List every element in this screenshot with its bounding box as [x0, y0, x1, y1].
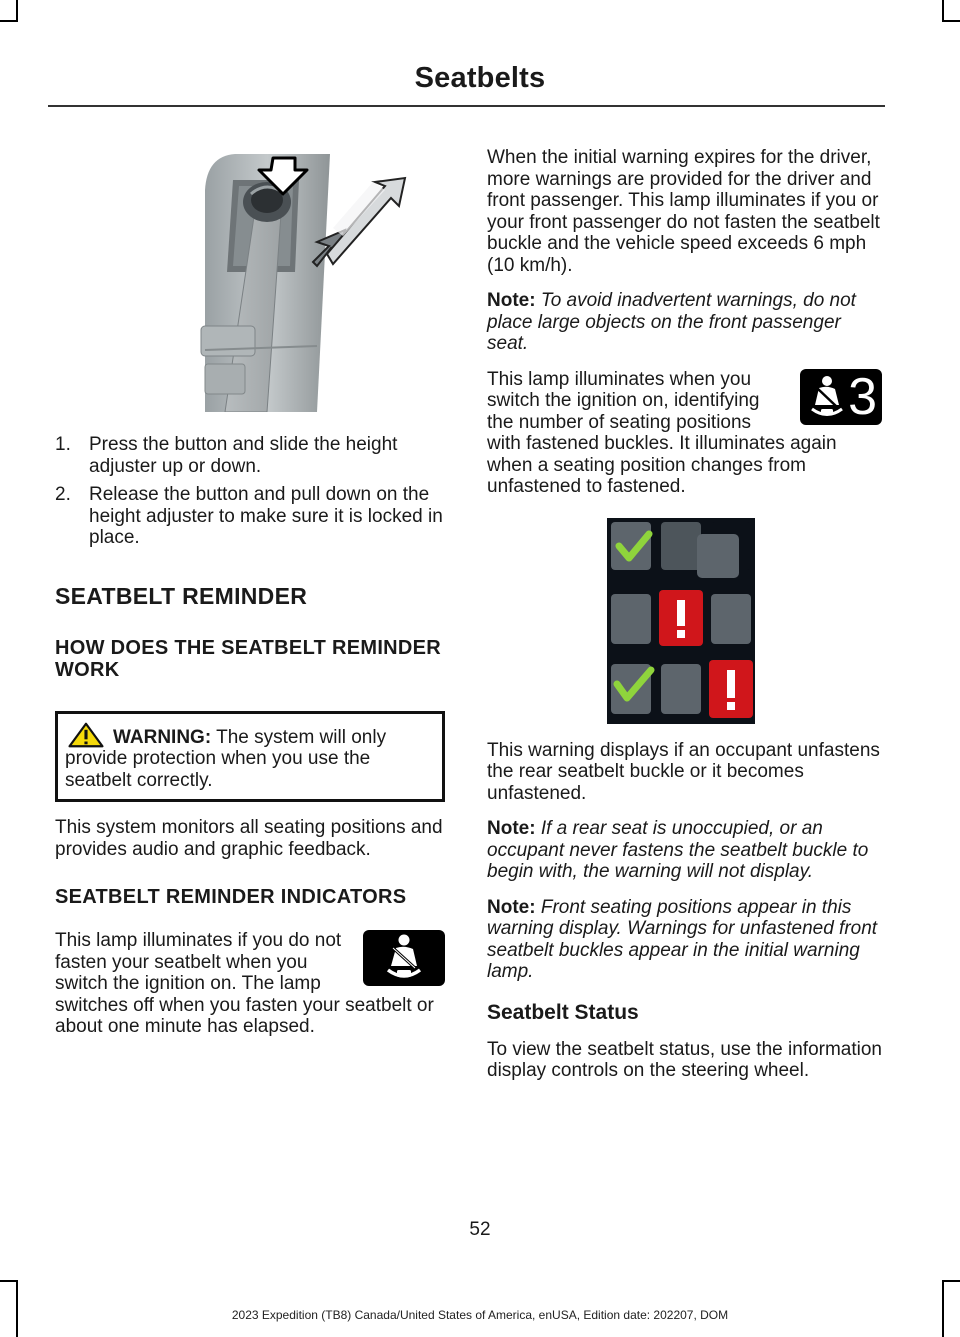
section-heading: SEATBELT REMINDER [55, 582, 308, 609]
right-column [487, 147, 882, 1082]
lamp2-paragraph: This lamp illuminates when you switch the ignition on, identifying the number of seating positions with fastened buckles. It illuminates again when a seating position changes from unfastened to fastened. [487, 368, 837, 497]
header-divider [48, 105, 885, 107]
note [487, 897, 882, 983]
list-item [55, 434, 445, 477]
warning-display-paragraph: This warning displays if an occupant unfastens the rear seatbelt buckle or it becomes unfastened. [487, 739, 880, 804]
subsection-heading: Seatbelt Status [487, 1000, 639, 1024]
crop-mark [942, 20, 960, 22]
exclamation-icon [677, 600, 685, 638]
height-adjuster-illustration [55, 150, 445, 412]
crop-mark [16, 0, 18, 22]
page-title: Seatbelts [414, 62, 546, 94]
footer-text: 2023 Expedition (TB8) Canada/United States of America, enUSA, Edition date: 202207, DOM [231, 1308, 729, 1322]
seatbelt-icon [363, 930, 445, 986]
note [487, 818, 882, 883]
crop-mark [942, 1280, 960, 1282]
step-number: 2. [55, 484, 71, 505]
warning-box [55, 711, 445, 803]
note-text: Front seating positions appear in this warning display. Warnings for unfastened front seatbelt buckles appear in the initial warning lamp. [487, 896, 878, 982]
list-item [55, 484, 445, 549]
subsection-heading: SEATBELT REMINDER INDICATORS [55, 886, 407, 908]
warning-paragraph [65, 722, 434, 792]
warning-triangle-icon [65, 722, 107, 748]
crop-mark [0, 1280, 18, 1282]
exclamation-icon [727, 670, 735, 710]
note-text: To avoid inadvertent warnings, do not place large objects on the front passenger seat. [487, 290, 856, 354]
note [487, 290, 882, 355]
crop-mark [942, 0, 944, 22]
step-number: 1. [55, 434, 71, 455]
lamp-description [487, 369, 882, 498]
initial-warning-paragraph: When the initial warning expires for the driver, more warnings are provided for the driver and front passenger. This lamp illuminates if you or your front passenger do not fasten the seatbelt buckle and the vehicle speed exceeds 6 mph (10 km/h). [487, 147, 880, 276]
page-number: 52 [469, 1219, 491, 1240]
warning-label: WARNING: [113, 726, 212, 748]
step-text: Press the button and slide the height adjuster up or down. [89, 434, 398, 477]
note-text: If a rear seat is unoccupied, or an occupant never fastens the seatbelt buckle to begin with, the warning will not display. [487, 818, 869, 882]
status-paragraph: To view the seatbelt status, use the information display controls on the steering wheel. [487, 1038, 882, 1081]
subsection-heading: HOW DOES THE SEATBELT REMINDER WORK [55, 636, 442, 681]
warning-text: The system will only provide protection when you use the seatbelt correctly. [65, 726, 387, 791]
seatbelt-count: 3 [848, 368, 877, 426]
lamp1-paragraph: This lamp illuminates if you do not fasten your seatbelt when you switch the ignition on. The lamp switches off when you fasten your seatbelt or about one minute has elapsed. [55, 930, 434, 1037]
seatbelt-count-icon [800, 369, 882, 425]
adjuster-steps-list [55, 434, 445, 549]
left-column [55, 150, 445, 1038]
monitor-paragraph: This system monitors all seating positions and provides audio and graphic feedback. [55, 817, 443, 860]
note-label: Note: [487, 818, 536, 839]
lamp-description [55, 930, 445, 1038]
note-label: Note: [487, 896, 536, 918]
crop-mark [0, 20, 18, 22]
seatbelt-status-grid [607, 518, 755, 724]
step-text: Release the button and pull down on the height adjuster to make sure it is locked in place. [89, 484, 443, 548]
note-label: Note: [487, 290, 536, 311]
